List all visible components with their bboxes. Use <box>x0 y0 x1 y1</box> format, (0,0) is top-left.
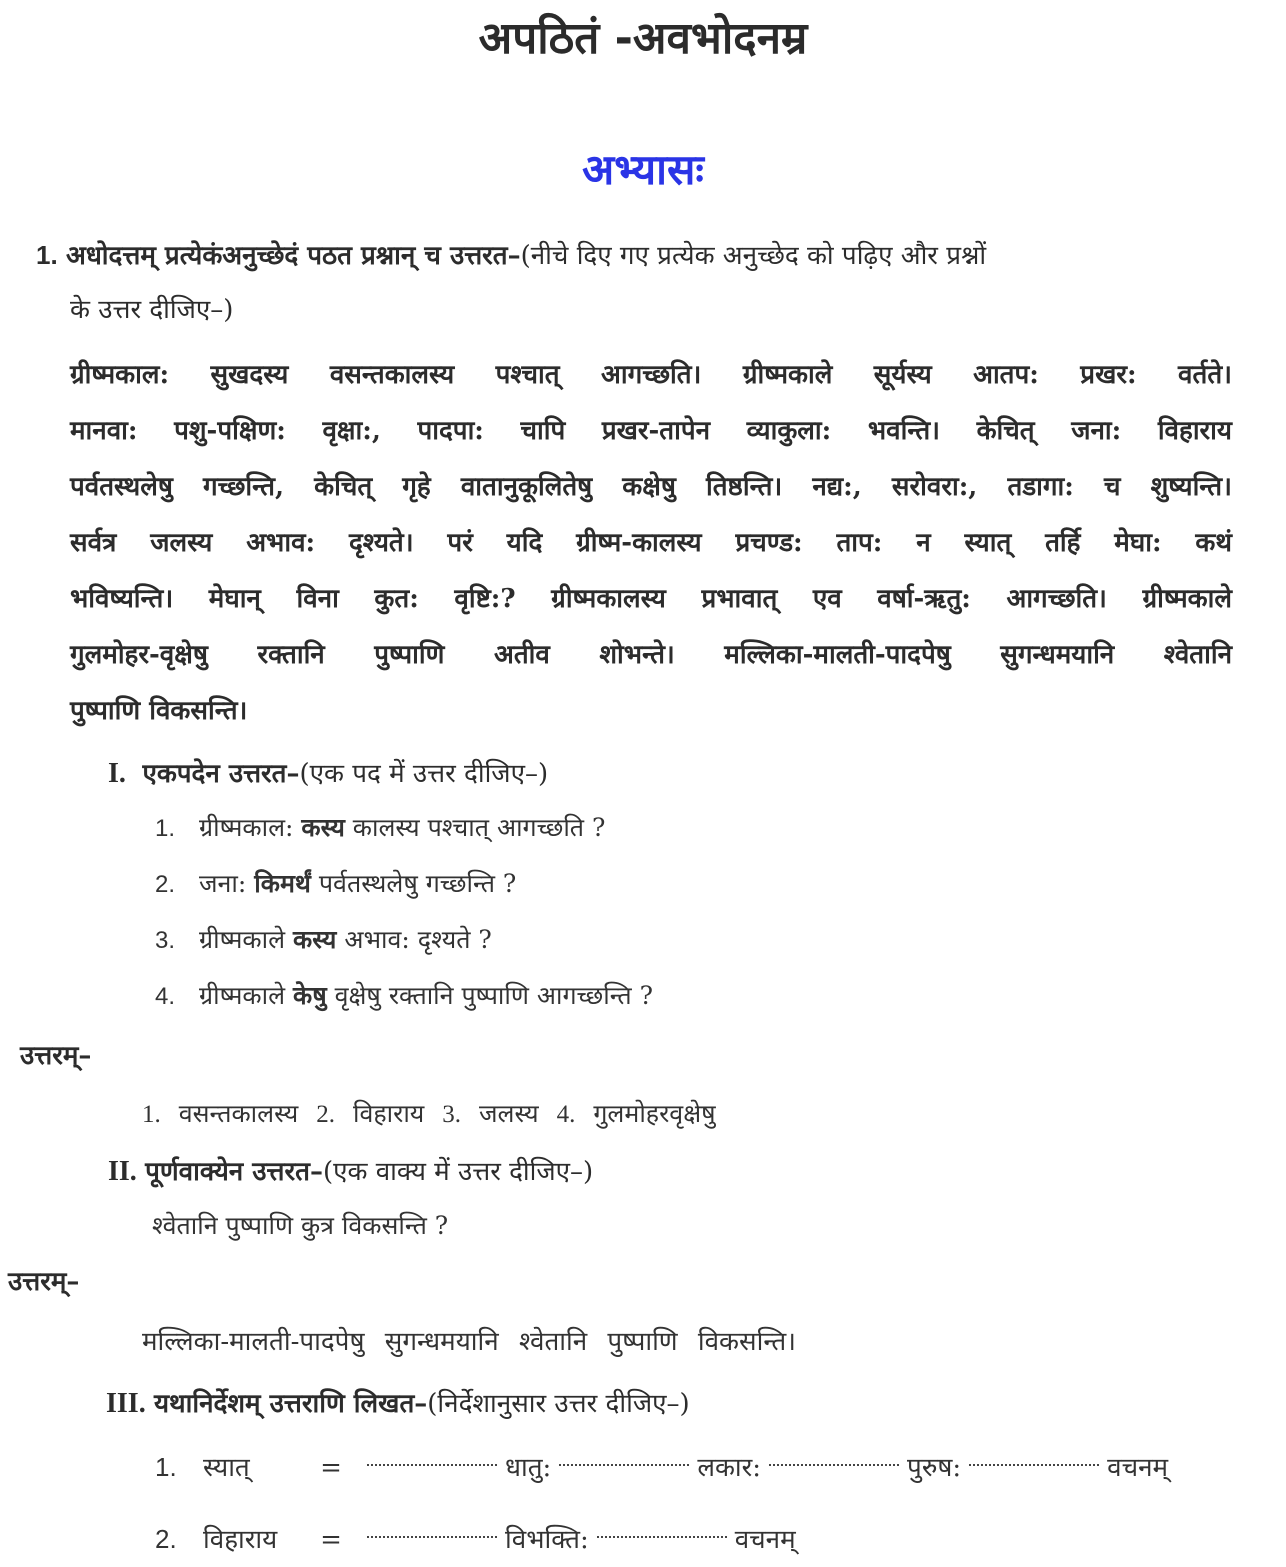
section-2-hint: (एक वाक्य में उत्तर दीजिए–) <box>322 1157 594 1187</box>
question-keyword: कस्य <box>301 813 345 842</box>
question-item: 4. ग्रीष्मकाले केषु वृक्षेषु रक्तानि पुष्पाणि आगच्छन्ति ? <box>155 981 654 1010</box>
blank-field[interactable] <box>367 1524 497 1538</box>
question-item: 2. जना: किमर्थं पर्वतस्थलेषु गच्छन्ति ? <box>155 869 517 898</box>
question-keyword: केषु <box>293 981 327 1010</box>
given-word: विहाराय <box>203 1525 278 1555</box>
question-number: 1. <box>36 240 58 270</box>
page-title: अपठितं -अवभोदनम्र <box>478 13 808 64</box>
passage-line: गुलमोहर-वृक्षेषु रक्तानि पुष्पाणि अतीव शोभन्ते। मल्लिका-मालती-पादपेषु सुगन्धमयानि श्वेतानि <box>70 640 1232 670</box>
section-2-answer: मल्लिका-मालती-पादपेषु सुगन्धमयानि श्वेतानि पुष्पाणि विकसन्ति। <box>142 1327 797 1357</box>
question-item: 3. ग्रीष्मकाले कस्य अभाव: दृश्यते ? <box>155 925 492 954</box>
answer-label: उत्तरम्– <box>20 1041 92 1071</box>
answers-list: 1. वसन्तकालस्य 2. विहाराय 3. जलस्य 4. गुलमोहरवृक्षेषु <box>142 1099 716 1128</box>
given-word: स्यात् <box>203 1453 250 1483</box>
passage-line: ग्रीष्मकाल: सुखदस्य वसन्तकालस्य पश्चात् आगच्छति। ग्रीष्मकाले सूर्यस्य आतप: प्रखर: वर्तते। <box>70 360 1232 390</box>
passage-line: पुष्पाणि विकसन्ति। <box>70 696 248 726</box>
section-1-heading <box>108 754 548 790</box>
question-keyword: कस्य <box>293 925 337 954</box>
passage-line: मानवा: पशु-पक्षिण: वृक्षा:, पादपा: चापि प्रखर-तापेन व्याकुला: भवन्ति। केचित् जना: विहाराय <box>70 416 1232 446</box>
instruction-sanskrit: अधोदत्तम् प्रत्येकंअनुच्छेदं पठत प्रश्नान् च उत्तरत– <box>65 241 521 271</box>
fill-in-item: 1. स्यात् = धातु: लकार: पुरुष: वचनम् <box>155 1448 1168 1484</box>
blank-field[interactable] <box>969 1452 1099 1466</box>
section-2-heading <box>108 1152 593 1188</box>
passage-line: भविष्यन्ति। मेघान् विना कुत: वृष्टि:? ग्रीष्मकालस्य प्रभावात् एव वर्षा-ऋतु: आगच्छति। ग्रीष्मकाले <box>70 584 1232 614</box>
question-item: 1. ग्रीष्मकाल: कस्य कालस्य पश्चात् आगच्छति ? <box>155 813 606 842</box>
blank-field[interactable] <box>597 1524 727 1538</box>
question-1-instruction <box>36 236 986 272</box>
exercise-heading: अभ्यासः <box>582 145 704 194</box>
blank-field[interactable] <box>769 1452 899 1466</box>
section-3-title: यथानिर्देशम् उत्तराणि लिखत– <box>153 1389 428 1419</box>
passage-line: पर्वतस्थलेषु गच्छन्ति, केचित् गृहे वातानुकूलितेषु कक्षेषु तिष्ठन्ति। नद्य:, सरोवरा:, तडागा: च शुष्यन्ति। <box>70 472 1232 502</box>
answer-label: उत्तरम्– <box>8 1267 80 1297</box>
instruction-hindi-continued: के उत्तर दीजिए–) <box>70 295 234 325</box>
section-2-title: पूर्णवाक्येन उत्तरत– <box>145 1157 323 1187</box>
section-1-title: एकपदेन उत्तरत– <box>142 759 300 789</box>
section-3-hint: (निर्देशानुसार उत्तर दीजिए–) <box>427 1389 690 1419</box>
instruction-hindi: (नीचे दिए गए प्रत्येक अनुच्छेद को पढ़िए और प्रश्नों <box>520 241 987 271</box>
section-2-roman: II. <box>108 1156 137 1187</box>
section-3-roman: III. <box>106 1388 146 1419</box>
fill-in-item: 2. विहाराय = विभक्ति: वचनम् <box>155 1520 796 1556</box>
section-3-heading <box>106 1384 690 1420</box>
section-1-roman: I. <box>108 758 126 789</box>
blank-field[interactable] <box>367 1452 497 1466</box>
section-1-hint: (एक पद में उत्तर दीजिए–) <box>299 759 549 789</box>
section-2-question: श्वेतानि पुष्पाणि कुत्र विकसन्ति ? <box>152 1211 449 1240</box>
question-keyword: किमर्थं <box>254 869 311 898</box>
blank-field[interactable] <box>559 1452 689 1466</box>
passage-line: सर्वत्र जलस्य अभाव: दृश्यते। परं यदि ग्रीष्म-कालस्य प्रचण्ड: ताप: न स्यात् तर्हि मेघा: कथं <box>70 528 1232 558</box>
